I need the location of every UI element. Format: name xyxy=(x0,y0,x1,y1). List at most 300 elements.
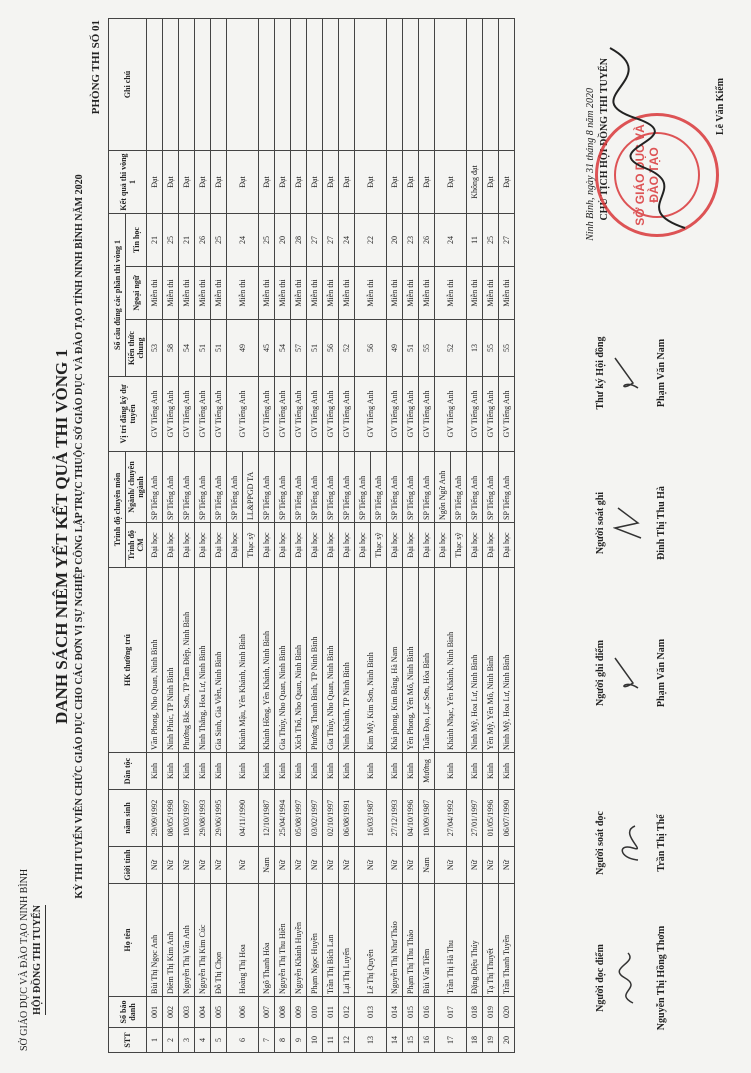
signer-name: Đinh Thị Thu Hà xyxy=(656,486,667,560)
cell-general: 52 xyxy=(339,320,355,377)
cell-address: Gia Sinh, Gia Viễn, Ninh Bình xyxy=(211,568,227,753)
cell-dob: 12/10/1987 xyxy=(259,790,275,847)
cell-ethnicity: Kinh xyxy=(339,753,355,790)
cell-result: Đạt xyxy=(259,151,275,214)
cell-position: GV Tiếng Anh xyxy=(339,377,355,452)
cell-sbd: 011 xyxy=(323,997,339,1028)
cell-name: Nguyễn Thị Kim Cúc xyxy=(195,884,211,997)
cell-gender: Nam xyxy=(259,847,275,884)
table-row xyxy=(323,19,339,1053)
cell-note xyxy=(499,19,515,151)
cell-stt: 18 xyxy=(467,1028,483,1053)
col-stt: STT xyxy=(109,1028,147,1053)
chair-name: Lê Văn Kiểm xyxy=(715,78,726,136)
cell-general: 55 xyxy=(483,320,499,377)
cell-address: Khánh Nhạc, Yên Khánh, Ninh Bình xyxy=(435,568,467,753)
cell-position: GV Tiếng Anh xyxy=(195,377,211,452)
cell-dob: 06/07/1990 xyxy=(499,790,515,847)
org-line-1: SỞ GIÁO DỤC VÀ ĐÀO TẠO NINH BÌNH xyxy=(19,868,30,1051)
issuing-org xyxy=(18,869,46,1051)
cell-gender: Nữ xyxy=(275,847,291,884)
table-row xyxy=(195,19,211,1053)
cell-dob: 10/09/1987 xyxy=(419,790,435,847)
cell-qual-level: Đại học xyxy=(355,523,371,568)
col-dob: năm sinh xyxy=(109,790,147,847)
cell-general: 53 xyxy=(147,320,163,377)
cell-general: 54 xyxy=(275,320,291,377)
table-body xyxy=(147,19,515,1053)
cell-gender: Nữ xyxy=(483,847,499,884)
cell-major: SP Tiếng Anh xyxy=(275,452,291,523)
cell-name: Trần Thanh Tuyền xyxy=(499,884,515,997)
cell-ethnicity: Kinh xyxy=(307,753,323,790)
cell-name: Trần Thị Hà Thu xyxy=(435,884,467,997)
cell-foreign: Miễn thi xyxy=(499,267,515,320)
cell-it: 27 xyxy=(499,214,515,267)
cell-qual-level: Đại học xyxy=(403,523,419,568)
cell-dob: 29/06/1995 xyxy=(211,790,227,847)
table-row xyxy=(419,19,435,1053)
cell-stt: 19 xyxy=(483,1028,499,1053)
cell-major: SP Tiếng Anh xyxy=(259,452,275,523)
cell-ethnicity: Kinh xyxy=(211,753,227,790)
cell-foreign: Miễn thi xyxy=(195,267,211,320)
cell-address: Phường Thanh Bình, TP Ninh Bình xyxy=(307,568,323,753)
cell-note xyxy=(307,19,323,151)
cell-ethnicity: Kinh xyxy=(259,753,275,790)
cell-foreign: Miễn thi xyxy=(307,267,323,320)
cell-foreign: Miễn thi xyxy=(467,267,483,320)
cell-foreign: Miễn thi xyxy=(259,267,275,320)
cell-stt: 17 xyxy=(435,1028,467,1053)
cell-position: GV Tiếng Anh xyxy=(179,377,195,452)
cell-stt: 9 xyxy=(291,1028,307,1053)
signer-role: Người đọc điểm xyxy=(595,944,606,1012)
cell-gender: Nữ xyxy=(355,847,387,884)
cell-foreign: Miễn thi xyxy=(147,267,163,320)
cell-gender: Nữ xyxy=(467,847,483,884)
cell-foreign: Miễn thi xyxy=(419,267,435,320)
cell-address: Kim Mỹ, Kim Sơn, Ninh Bình xyxy=(355,568,387,753)
cell-sbd: 013 xyxy=(355,997,387,1028)
cell-general: 13 xyxy=(467,320,483,377)
cell-it: 24 xyxy=(227,214,259,267)
cell-general: 51 xyxy=(195,320,211,377)
cell-gender: Nữ xyxy=(291,847,307,884)
cell-gender: Nam xyxy=(419,847,435,884)
signature-scribble-icon xyxy=(613,498,643,548)
table-row xyxy=(291,19,307,1053)
cell-sbd: 018 xyxy=(467,997,483,1028)
col-address: HK thường trú xyxy=(109,568,147,753)
cell-general: 58 xyxy=(163,320,179,377)
cell-result: Đạt xyxy=(435,151,467,214)
cell-position: GV Tiếng Anh xyxy=(467,377,483,452)
col-ethnicity: Dân tộc xyxy=(109,753,147,790)
table-row xyxy=(307,19,323,1053)
cell-major: SP Tiếng Anh xyxy=(499,452,515,523)
cell-stt: 6 xyxy=(227,1028,259,1053)
signer-reader xyxy=(595,913,667,1043)
cell-note xyxy=(387,19,403,151)
signer-record-checker xyxy=(595,463,667,583)
cell-ethnicity: Kinh xyxy=(483,753,499,790)
col-qual-group: Trình độ chuyên môn xyxy=(109,452,126,568)
cell-name: Lại Thị Luyến xyxy=(339,884,355,997)
exam-room: PHÒNG THI SỐ 01 xyxy=(90,20,102,115)
col-major: Ngành/ chuyên ngành xyxy=(126,452,147,523)
cell-result: Đạt xyxy=(227,151,259,214)
cell-dob: 29/08/1993 xyxy=(195,790,211,847)
cell-stt: 11 xyxy=(323,1028,339,1053)
cell-note xyxy=(483,19,499,151)
document-subtitle: KỲ THI TUYỂN VIÊN CHỨC GIÁO DỤC CHO CÁC ĐƠN VỊ SỰ NGHIỆP CÔNG LẬP TRỰC THUỘC SỞ GIÁO DỤC VÀ ĐÀO TẠO TỈNH NINH BÌNH NĂM 2020 xyxy=(74,174,85,899)
cell-ethnicity: Kinh xyxy=(195,753,211,790)
cell-position: GV Tiếng Anh xyxy=(291,377,307,452)
cell-stt: 12 xyxy=(339,1028,355,1053)
cell-dob: 29/09/1992 xyxy=(147,790,163,847)
cell-result: Đạt xyxy=(323,151,339,214)
cell-it: 25 xyxy=(483,214,499,267)
cell-stt: 4 xyxy=(195,1028,211,1053)
cell-sbd: 005 xyxy=(211,997,227,1028)
cell-address: Ninh Mỹ, Hoa Lư, Ninh Bình xyxy=(499,568,515,753)
cell-note xyxy=(227,19,259,151)
cell-position: GV Tiếng Anh xyxy=(227,377,259,452)
col-note: Ghi chú xyxy=(109,19,147,151)
cell-position: GV Tiếng Anh xyxy=(323,377,339,452)
cell-name: Phạm Ngọc Huyền xyxy=(307,884,323,997)
cell-stt: 10 xyxy=(307,1028,323,1053)
cell-foreign: Miễn thi xyxy=(291,267,307,320)
cell-stt: 20 xyxy=(499,1028,515,1053)
cell-dob: 03/02/1997 xyxy=(307,790,323,847)
cell-qual-level: Đại học xyxy=(259,523,275,568)
cell-dob: 27/04/1992 xyxy=(435,790,467,847)
cell-note xyxy=(195,19,211,151)
signature-scribble-icon xyxy=(613,948,643,1008)
cell-sbd: 007 xyxy=(259,997,275,1028)
cell-gender: Nữ xyxy=(147,847,163,884)
cell-position: GV Tiếng Anh xyxy=(483,377,499,452)
cell-note xyxy=(163,19,179,151)
cell-sbd: 017 xyxy=(435,997,467,1028)
cell-major: SP Tiếng Anh xyxy=(467,452,483,523)
table-row xyxy=(227,19,243,1053)
cell-it: 11 xyxy=(467,214,483,267)
cell-position: GV Tiếng Anh xyxy=(387,377,403,452)
cell-result: Đạt xyxy=(307,151,323,214)
cell-result: Đạt xyxy=(211,151,227,214)
cell-it: 25 xyxy=(163,214,179,267)
cell-name: Ngô Thanh Hòa xyxy=(259,884,275,997)
cell-position: GV Tiếng Anh xyxy=(499,377,515,452)
cell-ethnicity: Kinh xyxy=(387,753,403,790)
cell-note xyxy=(419,19,435,151)
cell-gender: Nữ xyxy=(323,847,339,884)
cell-note xyxy=(467,19,483,151)
cell-stt: 14 xyxy=(387,1028,403,1053)
cell-name: Lê Thị Quyên xyxy=(355,884,387,997)
cell-ethnicity: Kinh xyxy=(227,753,259,790)
cell-general: 51 xyxy=(211,320,227,377)
cell-ethnicity: Kinh xyxy=(179,753,195,790)
cell-address: Ninh Mỹ, Hoa Lư, Ninh Bình xyxy=(467,568,483,753)
cell-it: 20 xyxy=(387,214,403,267)
cell-major: SP Tiếng Anh xyxy=(371,452,387,523)
cell-it: 22 xyxy=(355,214,387,267)
cell-gender: Nữ xyxy=(211,847,227,884)
cell-position: GV Tiếng Anh xyxy=(355,377,387,452)
document-title: DANH SÁCH NIÊM YẾT KẾT QUẢ THI VÒNG 1 xyxy=(52,349,71,725)
cell-ethnicity: Kinh xyxy=(323,753,339,790)
cell-qual-level: Đại học xyxy=(499,523,515,568)
cell-ethnicity: Kinh xyxy=(355,753,387,790)
cell-address: Yên Phong, Yên Mô, Ninh Bình xyxy=(403,568,419,753)
col-foreign: Ngoại ngữ xyxy=(126,267,147,320)
table-row xyxy=(355,19,371,1053)
cell-stt: 5 xyxy=(211,1028,227,1053)
table-row xyxy=(179,19,195,1053)
cell-gender: Nữ xyxy=(227,847,259,884)
col-gender: Giới tính xyxy=(109,847,147,884)
cell-note xyxy=(403,19,419,151)
cell-major: SP Tiếng Anh xyxy=(483,452,499,523)
cell-general: 55 xyxy=(499,320,515,377)
signer-read-checker xyxy=(595,783,667,903)
cell-qual-level: Đại học xyxy=(291,523,307,568)
cell-name: Đỗ Thị Chọn xyxy=(211,884,227,997)
cell-major: SP Tiếng Anh xyxy=(179,452,195,523)
cell-name: Nguyễn Thị Vân Anh xyxy=(179,884,195,997)
cell-qual-level: Thạc sỹ xyxy=(243,523,259,568)
signer-role: Người soát ghi xyxy=(595,491,606,555)
cell-foreign: Miễn thi xyxy=(227,267,259,320)
signer-secretary xyxy=(595,313,667,433)
cell-result: Đạt xyxy=(483,151,499,214)
cell-ethnicity: Kinh xyxy=(163,753,179,790)
signer-recorder xyxy=(595,613,667,733)
signer-name: Phạm Văn Nam xyxy=(656,638,667,708)
cell-note xyxy=(259,19,275,151)
cell-position: GV Tiếng Anh xyxy=(259,377,275,452)
cell-major: SP Tiếng Anh xyxy=(355,452,371,523)
cell-qual-level: Thạc sỹ xyxy=(451,523,467,568)
signer-name: Phạm Văn Nam xyxy=(656,338,667,408)
cell-address: Ninh Thắng, Hoa Lư, Ninh Bình xyxy=(195,568,211,753)
cell-result: Đạt xyxy=(147,151,163,214)
cell-name: Phạm Thị Thu Thảo xyxy=(403,884,419,997)
cell-position: GV Tiếng Anh xyxy=(275,377,291,452)
cell-foreign: Miễn thi xyxy=(339,267,355,320)
cell-result: Đạt xyxy=(387,151,403,214)
col-sbd: Số báo danh xyxy=(109,997,147,1028)
cell-qual-level: Đại học xyxy=(339,523,355,568)
cell-name: Nguyễn Khánh Huyền xyxy=(291,884,307,997)
cell-qual-level: Đại học xyxy=(387,523,403,568)
cell-major: SP Tiếng Anh xyxy=(403,452,419,523)
cell-result: Đạt xyxy=(403,151,419,214)
cell-major: SP Tiếng Anh xyxy=(195,452,211,523)
cell-qual-level: Đại học xyxy=(467,523,483,568)
cell-dob: 01/05/1996 xyxy=(483,790,499,847)
cell-dob: 27/12/1993 xyxy=(387,790,403,847)
cell-address: Tuân Đạo, Lạc Sơn, Hòa Bình xyxy=(419,568,435,753)
cell-ethnicity: Kinh xyxy=(147,753,163,790)
cell-it: 20 xyxy=(275,214,291,267)
cell-foreign: Miễn thi xyxy=(275,267,291,320)
cell-major: SP Tiếng Anh xyxy=(451,452,467,523)
cell-stt: 3 xyxy=(179,1028,195,1053)
cell-dob: 02/10/1997 xyxy=(323,790,339,847)
cell-general: 52 xyxy=(435,320,467,377)
table-row xyxy=(163,19,179,1053)
cell-major: SP Tiếng Anh xyxy=(419,452,435,523)
cell-qual-level: Đại học xyxy=(163,523,179,568)
cell-address: Khánh Hồng, Yên Khánh, Ninh Bình xyxy=(259,568,275,753)
cell-ethnicity: Mường xyxy=(419,753,435,790)
cell-result: Đạt xyxy=(339,151,355,214)
cell-position: GV Tiếng Anh xyxy=(307,377,323,452)
cell-general: 54 xyxy=(179,320,195,377)
cell-address: Xích Thổ, Nho Quan, Ninh Bình xyxy=(291,568,307,753)
cell-it: 24 xyxy=(435,214,467,267)
cell-major: SP Tiếng Anh xyxy=(147,452,163,523)
cell-qual-level: Đại học xyxy=(275,523,291,568)
results-table xyxy=(108,18,515,1053)
cell-name: Bùi Văn Tiềm xyxy=(419,884,435,997)
cell-sbd: 002 xyxy=(163,997,179,1028)
cell-note xyxy=(275,19,291,151)
signature-scribble-icon xyxy=(613,348,643,398)
cell-note xyxy=(339,19,355,151)
cell-gender: Nữ xyxy=(163,847,179,884)
cell-sbd: 009 xyxy=(291,997,307,1028)
cell-dob: 06/08/1991 xyxy=(339,790,355,847)
cell-it: 26 xyxy=(195,214,211,267)
cell-result: Đạt xyxy=(355,151,387,214)
cell-general: 49 xyxy=(227,320,259,377)
cell-qual-level: Đại học xyxy=(435,523,451,568)
cell-result: Không đạt xyxy=(467,151,483,214)
cell-name: Nguyễn Thị Như Thảo xyxy=(387,884,403,997)
cell-address: Khả phong, Kim Bảng, Hà Nam xyxy=(387,568,403,753)
cell-it: 25 xyxy=(259,214,275,267)
cell-dob: 27/01/1997 xyxy=(467,790,483,847)
cell-dob: 04/10/1996 xyxy=(403,790,419,847)
cell-stt: 16 xyxy=(419,1028,435,1053)
col-name: Họ tên xyxy=(109,884,147,997)
chair-title: CHỦ TỊCH HỘI ĐỒNG THI TUYỂN xyxy=(599,58,610,221)
cell-gender: Nữ xyxy=(435,847,467,884)
cell-stt: 1 xyxy=(147,1028,163,1053)
table-row xyxy=(403,19,419,1053)
cell-dob: 04/11/1990 xyxy=(227,790,259,847)
cell-name: Diêm Thị Kim Anh xyxy=(163,884,179,997)
cell-major: SP Tiếng Anh xyxy=(339,452,355,523)
stamp-text: SỞ GIÁO DỤC VÀ ĐÀO TẠO xyxy=(633,124,661,226)
cell-foreign: Miễn thi xyxy=(163,267,179,320)
cell-address: Gia Thủy, Nho Quan, Ninh Bình xyxy=(275,568,291,753)
cell-major: Ngôn Ngữ Anh xyxy=(435,452,451,523)
cell-address: Ninh Phúc, TP Ninh Bình xyxy=(163,568,179,753)
cell-general: 57 xyxy=(291,320,307,377)
cell-sbd: 019 xyxy=(483,997,499,1028)
cell-it: 27 xyxy=(307,214,323,267)
cell-foreign: Miễn thi xyxy=(387,267,403,320)
cell-it: 27 xyxy=(323,214,339,267)
cell-name: Nguyễn Thị Thu Hiền xyxy=(275,884,291,997)
table-row xyxy=(259,19,275,1053)
cell-position: GV Tiếng Anh xyxy=(211,377,227,452)
cell-name: Hoàng Thị Hoa xyxy=(227,884,259,997)
signature-scribble-icon xyxy=(613,648,643,698)
cell-sbd: 004 xyxy=(195,997,211,1028)
col-result: Kết quả thi vòng 1 xyxy=(109,151,147,214)
cell-qual-level: Đại học xyxy=(227,523,243,568)
cell-foreign: Miễn thi xyxy=(403,267,419,320)
table-row xyxy=(387,19,403,1053)
cell-dob: 05/08/1997 xyxy=(291,790,307,847)
cell-sbd: 020 xyxy=(499,997,515,1028)
cell-result: Đạt xyxy=(163,151,179,214)
cell-address: Văn Phong, Nho Quan, Ninh Bình xyxy=(147,568,163,753)
table-row xyxy=(499,19,515,1053)
cell-stt: 13 xyxy=(355,1028,387,1053)
table-row xyxy=(275,19,291,1053)
cell-foreign: Miễn thi xyxy=(211,267,227,320)
cell-major: SP Tiếng Anh xyxy=(163,452,179,523)
org-line-2: HỘI ĐỒNG THI TUYỂN xyxy=(31,905,46,1015)
cell-stt: 8 xyxy=(275,1028,291,1053)
cell-gender: Nữ xyxy=(195,847,211,884)
cell-gender: Nữ xyxy=(387,847,403,884)
cell-qual-level: Đại học xyxy=(147,523,163,568)
cell-qual-level: Đại học xyxy=(323,523,339,568)
signer-name: Nguyễn Thị Hồng Thơm xyxy=(656,925,667,1031)
header-row xyxy=(109,19,126,1053)
signer-name: Trần Thị Thể xyxy=(656,814,667,872)
cell-it: 21 xyxy=(179,214,195,267)
cell-qual-level: Đại học xyxy=(307,523,323,568)
cell-general: 49 xyxy=(387,320,403,377)
cell-sbd: 006 xyxy=(227,997,259,1028)
cell-sbd: 001 xyxy=(147,997,163,1028)
cell-foreign: Miễn thi xyxy=(435,267,467,320)
col-position: Vị trí đăng ký dự tuyển xyxy=(109,377,147,452)
col-qual-level: Trình độ CM xyxy=(126,523,147,568)
cell-note xyxy=(355,19,387,151)
cell-address: Yên Mỹ, Yên Mô, Ninh Bình xyxy=(483,568,499,753)
cell-ethnicity: Kinh xyxy=(403,753,419,790)
cell-ethnicity: Kinh xyxy=(275,753,291,790)
cell-gender: Nữ xyxy=(307,847,323,884)
cell-it: 23 xyxy=(403,214,419,267)
cell-sbd: 010 xyxy=(307,997,323,1028)
cell-note xyxy=(435,19,467,151)
table-row xyxy=(483,19,499,1053)
cell-address: Gia Thủy, Nho Quan, Ninh Bình xyxy=(323,568,339,753)
cell-ethnicity: Kinh xyxy=(435,753,467,790)
signature-scribble-icon xyxy=(613,818,643,868)
cell-dob: 08/05/1998 xyxy=(163,790,179,847)
cell-sbd: 014 xyxy=(387,997,403,1028)
col-score-group: Số câu đúng các phần thi vòng 1 xyxy=(109,214,126,377)
signature-block xyxy=(585,18,745,1053)
cell-major: SP Tiếng Anh xyxy=(387,452,403,523)
signer-role: Người soát đọc xyxy=(595,811,606,875)
cell-ethnicity: Kinh xyxy=(291,753,307,790)
